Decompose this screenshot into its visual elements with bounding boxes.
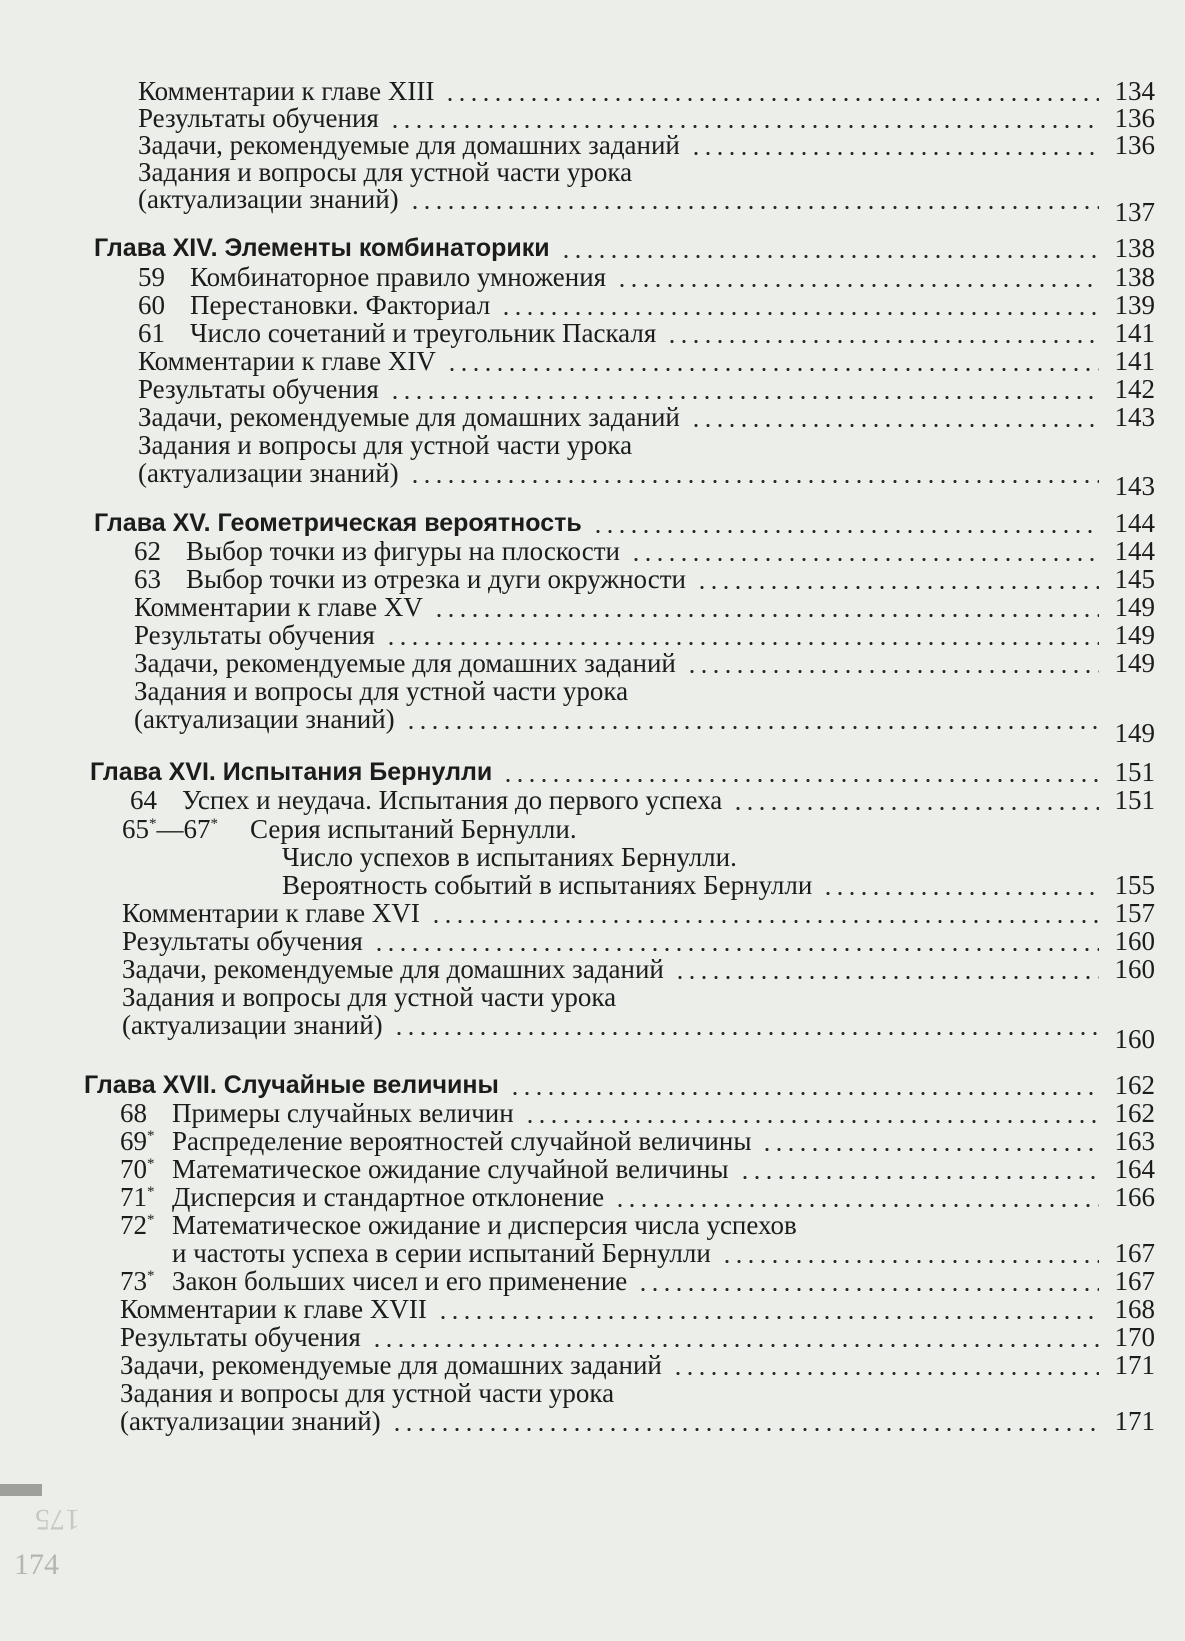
dot-leader <box>592 530 1099 533</box>
dot-leader <box>385 642 1099 645</box>
page-ref: 136 <box>1114 103 1155 133</box>
toc-entry[interactable] <box>0 1266 1185 1296</box>
toc-entry[interactable] <box>0 1010 1185 1054</box>
dot-leader <box>393 1032 1099 1035</box>
page-ref: 162 <box>1114 1098 1155 1128</box>
entry-title: Задачи, рекомендуемые для домашних заданий <box>134 648 676 678</box>
toc-entry[interactable] <box>0 130 1185 160</box>
dot-leader <box>509 1092 1099 1095</box>
toc-entry[interactable] <box>0 1210 1185 1240</box>
dot-leader <box>732 807 1099 810</box>
toc-entry[interactable] <box>0 1154 1185 1184</box>
entry-title: Задачи, рекомендуемые для домашних заданий <box>138 130 680 160</box>
section-number: 72* <box>120 1210 155 1240</box>
toc-entry[interactable] <box>0 898 1185 928</box>
page-ref: 149 <box>1114 592 1155 622</box>
toc-entry[interactable] <box>0 536 1185 566</box>
entry-title: (актуализации знаний) <box>134 704 395 734</box>
chapter-title: Глава XVII. Случайные величины <box>84 1071 499 1099</box>
chapter-title: Глава XV. Геометрическая вероятность <box>94 509 582 537</box>
entry-title: (актуализации знаний) <box>122 1010 383 1040</box>
entry-title: Задания и вопросы для устной части урока <box>120 1378 615 1408</box>
toc-entry[interactable] <box>0 184 1185 227</box>
toc-entry[interactable] <box>0 262 1185 292</box>
section-number: 69* <box>120 1126 155 1156</box>
entry-title: Успех и неудача. Испытания до первого успеха <box>182 785 723 815</box>
dot-leader <box>614 1204 1099 1207</box>
section-number: 59 <box>138 262 165 292</box>
entry-title: Результаты обучения <box>122 926 363 956</box>
dot-leader <box>666 340 1099 343</box>
page-ref: 170 <box>1114 1322 1155 1352</box>
toc-entry[interactable] <box>0 1182 1185 1212</box>
entry-title: Результаты обучения <box>138 374 379 404</box>
dot-leader <box>637 1288 1099 1291</box>
entry-title: Комбинаторное правило умножения <box>190 262 607 292</box>
dot-leader <box>674 976 1099 979</box>
toc-entry[interactable] <box>0 157 1185 187</box>
page-ref: 134 <box>1114 76 1155 106</box>
dot-leader <box>630 558 1099 561</box>
page-ref: 167 <box>1114 1266 1155 1296</box>
page-ref: 141 <box>1114 346 1155 376</box>
toc-entry[interactable] <box>0 318 1185 348</box>
entry-title: Результаты обучения <box>120 1322 361 1352</box>
section-number: 62 <box>134 536 161 566</box>
dot-leader <box>500 312 1099 315</box>
page-ref: 138 <box>1114 233 1155 263</box>
dot-leader <box>437 1316 1099 1319</box>
dot-leader <box>371 1344 1099 1347</box>
dot-leader <box>502 779 1099 782</box>
entry-title: Задачи, рекомендуемые для домашних заданий <box>122 954 664 984</box>
dot-leader <box>405 726 1099 729</box>
toc-entry[interactable] <box>0 842 1185 872</box>
section-number: 63 <box>134 564 161 594</box>
entry-title: (актуализации знаний) <box>138 458 399 488</box>
chapter-heading[interactable] <box>0 233 1185 263</box>
page-ref: 164 <box>1114 1154 1155 1184</box>
chapter-title: Глава XVI. Испытания Бернулли <box>90 758 493 786</box>
page-ref: 167 <box>1114 1238 1155 1268</box>
toc-entry[interactable] <box>0 564 1185 594</box>
dot-leader <box>696 586 1099 589</box>
toc-entry[interactable] <box>0 926 1185 956</box>
dot-leader <box>822 892 1099 895</box>
toc-entry[interactable] <box>0 1238 1185 1268</box>
entry-title: Вероятность событий в испытаниях Бернулли <box>282 870 813 900</box>
toc-entry[interactable] <box>0 785 1185 815</box>
page-ref: 162 <box>1114 1070 1155 1100</box>
dot-leader <box>409 480 1099 483</box>
toc-entry[interactable] <box>0 1294 1185 1324</box>
dot-leader <box>739 1176 1099 1179</box>
section-number: 71* <box>120 1182 155 1212</box>
section-number: 73* <box>120 1266 155 1296</box>
section-number: 61 <box>138 318 165 348</box>
toc-entry[interactable] <box>0 374 1185 404</box>
page-ref: 171 <box>1114 1406 1155 1436</box>
chapter-heading[interactable] <box>0 1070 1185 1100</box>
page-ref: 160 <box>1114 926 1155 956</box>
entry-title: Математическое ожидание и дисперсия числа успехов <box>172 1210 797 1240</box>
dot-leader <box>373 948 1099 951</box>
entry-title: Примеры случайных величин <box>172 1098 514 1128</box>
entry-title: Математическое ожидание случайной величины <box>172 1154 729 1184</box>
entry-title: Задания и вопросы для устной части урока <box>134 676 629 706</box>
toc-entry[interactable] <box>0 676 1185 706</box>
dot-leader <box>524 1120 1099 1123</box>
entry-title: Закон больших чисел и его применение <box>172 1266 628 1296</box>
toc-entry[interactable] <box>0 954 1185 984</box>
page-ref: 163 <box>1114 1126 1155 1156</box>
dot-leader <box>430 920 1099 923</box>
page-ref: 171 <box>1114 1350 1155 1380</box>
entry-title: (актуализации знаний) <box>120 1406 381 1436</box>
entry-title: Комментарии к главе XV <box>134 592 423 622</box>
section-number: 60 <box>138 290 165 320</box>
section-number: 68 <box>120 1098 147 1128</box>
dot-leader <box>444 98 1099 101</box>
page-ref: 168 <box>1114 1294 1155 1324</box>
toc-entry[interactable] <box>0 814 1185 844</box>
toc-entry[interactable] <box>0 982 1185 1012</box>
entry-title: Результаты обучения <box>134 620 375 650</box>
dot-leader <box>391 1428 1099 1431</box>
entry-title: (актуализации знаний) <box>138 184 399 214</box>
toc-entry[interactable] <box>0 1378 1185 1408</box>
page-edge-mark <box>0 1484 42 1496</box>
toc-entry[interactable] <box>0 402 1185 432</box>
entry-title: Задания и вопросы для устной части урока <box>122 982 617 1012</box>
chapter-heading[interactable] <box>0 508 1185 538</box>
page-ref: 149 <box>1114 620 1155 650</box>
toc-entry[interactable] <box>0 103 1185 133</box>
entry-title: Число сочетаний и треугольник Паскаля <box>190 318 657 348</box>
page-ref: 142 <box>1114 374 1155 404</box>
page-ref: 149 <box>1114 718 1155 748</box>
dot-leader <box>560 255 1099 258</box>
page-ref: 160 <box>1114 1024 1155 1054</box>
dot-leader <box>686 670 1099 673</box>
toc-entry[interactable] <box>0 76 1185 106</box>
entry-title: и частоты успеха в серии испытаний Бернулли <box>172 1238 711 1268</box>
entry-title: Комментарии к главе XVI <box>122 898 420 928</box>
toc-entry[interactable] <box>0 648 1185 678</box>
dot-leader <box>690 152 1099 155</box>
mirrored-page-number: 175 <box>35 1503 80 1536</box>
entry-title: Задачи, рекомендуемые для домашних заданий <box>138 402 680 432</box>
toc-entry[interactable] <box>0 870 1185 900</box>
entry-title: Распределение вероятностей случайной величины <box>172 1126 752 1156</box>
page-ref: 141 <box>1114 318 1155 348</box>
toc-entry[interactable] <box>0 290 1185 320</box>
entry-title: Задания и вопросы для устной части урока <box>138 430 633 460</box>
page-ref: 160 <box>1114 954 1155 984</box>
section-number: 70* <box>120 1154 155 1184</box>
entry-title: Комментарии к главе XIV <box>138 346 436 376</box>
toc-entry[interactable] <box>0 346 1185 376</box>
entry-title: Дисперсия и стандартное отклонение <box>172 1182 605 1212</box>
page-ref: 151 <box>1114 785 1155 815</box>
entry-title: Комментарии к главе XVII <box>120 1294 427 1324</box>
dot-leader <box>446 368 1099 371</box>
entry-title: Число успехов в испытаниях Бернулли. <box>282 842 737 872</box>
entry-title: Задачи, рекомендуемые для домашних заданий <box>120 1350 662 1380</box>
page-ref: 155 <box>1114 870 1155 900</box>
entry-title: Задания и вопросы для устной части урока <box>138 157 633 187</box>
chapter-title: Глава XIV. Элементы комбинаторики <box>94 234 550 262</box>
page-ref: 137 <box>1114 197 1155 227</box>
section-number: 64 <box>130 785 157 815</box>
toc-entry[interactable] <box>0 430 1185 460</box>
dot-leader <box>616 284 1099 287</box>
page-ref: 151 <box>1114 757 1155 787</box>
toc-entry[interactable] <box>0 1098 1185 1128</box>
page-ref: 139 <box>1114 290 1155 320</box>
entry-title: Комментарии к главе XIII <box>138 76 435 106</box>
toc-entry[interactable] <box>0 1126 1185 1156</box>
toc-entry[interactable] <box>0 620 1185 650</box>
dot-leader <box>690 424 1099 427</box>
page-ref: 138 <box>1114 262 1155 292</box>
page-ref: 143 <box>1114 402 1155 432</box>
entry-title: Перестановки. Факториал <box>190 290 491 320</box>
dot-leader <box>389 396 1099 399</box>
dot-leader <box>389 125 1099 128</box>
page-number: 174 <box>14 1548 59 1581</box>
dot-leader <box>761 1148 1099 1151</box>
toc-entry[interactable] <box>0 704 1185 748</box>
page-ref: 149 <box>1114 648 1155 678</box>
page-ref: 143 <box>1114 471 1155 501</box>
dot-leader <box>433 614 1099 617</box>
toc-entry[interactable] <box>0 1406 1185 1436</box>
entry-title: Серия испытаний Бернулли. <box>250 814 577 844</box>
page-ref: 166 <box>1114 1182 1155 1212</box>
dot-leader <box>721 1260 1099 1263</box>
page-ref: 157 <box>1114 898 1155 928</box>
entry-title: Выбор точки из фигуры на плоскости <box>186 536 620 566</box>
page-ref: 145 <box>1114 564 1155 594</box>
dot-leader <box>672 1372 1099 1375</box>
section-number: 65*—67* <box>122 814 218 844</box>
entry-title: Результаты обучения <box>138 103 379 133</box>
entry-title: Выбор точки из отрезка и дуги окружности <box>186 564 686 594</box>
page-ref: 144 <box>1114 508 1155 538</box>
toc-entry[interactable] <box>0 1322 1185 1352</box>
toc-entry[interactable] <box>0 1350 1185 1380</box>
toc-entry[interactable] <box>0 592 1185 622</box>
dot-leader <box>409 206 1099 209</box>
page-ref: 144 <box>1114 536 1155 566</box>
chapter-heading[interactable] <box>0 757 1185 787</box>
page-ref: 136 <box>1114 130 1155 160</box>
toc-entry[interactable] <box>0 458 1185 501</box>
